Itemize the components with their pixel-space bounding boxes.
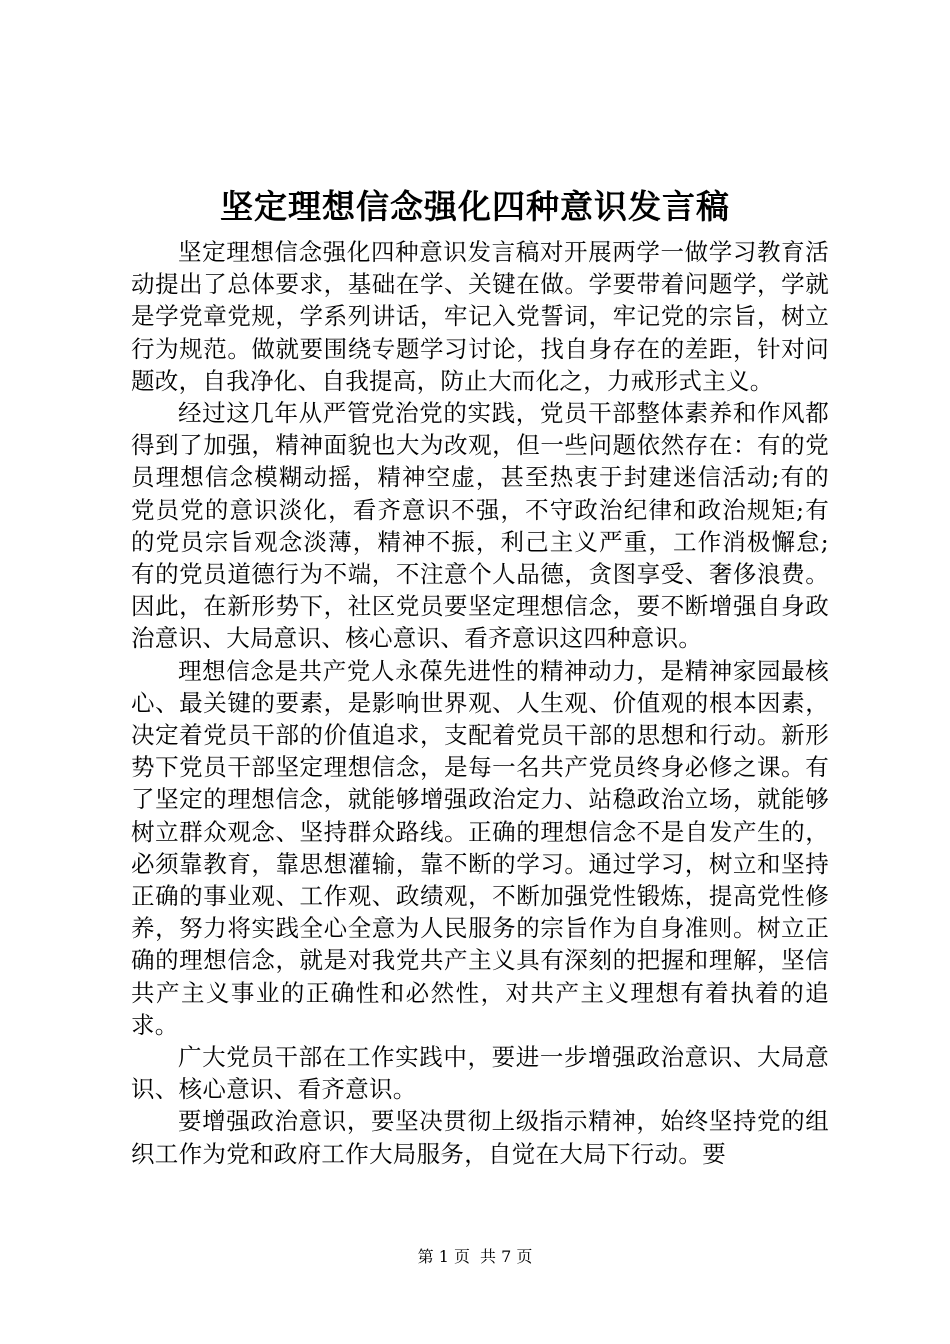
paragraph: 要增强政治意识，要坚决贯彻上级指示精神，始终坚持党的组织工作为党和政府工作大局服务，自觉在大局下行动。要: [131, 1107, 829, 1168]
document-body: [131, 236, 829, 1186]
page-total: 共 7 页: [480, 1247, 533, 1266]
paragraph: 坚定理想信念强化四种意识发言稿对开展两学一做学习教育活动提出了总体要求，基础在学、关键在做。学要带着问题学，学就是学党章党规，学系列讲话，牢记入党誓词，牢记党的宗旨，树立行为规范。做就要围绕专题学习讨论，找自身存在的差距，针对问题改，自我净化、自我提高，防止大而化之，力戒形式主义。: [131, 238, 829, 395]
paragraph: 广大党员干部在工作实践中，要进一步增强政治意识、大局意识、核心意识、看齐意识。: [131, 1043, 829, 1104]
paragraph: 理想信念是共产党人永葆先进性的精神动力，是精神家园最核心、最关键的要素，是影响世界观、人生观、价值观的根本因素，决定着党员干部的价值追求，支配着党员干部的思想和行动。新形势下党员干部坚定理想信念，是每一名共产党员终身必修之课。有了坚定的理想信念，就能够增强政治定力、站稳政治立场，就能够树立群众观念、坚持群众路线。正确的理想信念不是自发产生的，必须靠教育，靠思想灌输，靠不断的学习。通过学习，树立和坚持正确的事业观、工作观、政绩观，不断加强党性锻炼，提高党性修养，努力将实践全心全意为人民服务的宗旨作为自身准则。树立正确的理想信念，就是对我党共产主义具有深刻的把握和理解，坚信共产主义事业的正确性和必然性，对共产主义理想有着执着的追求。: [131, 656, 829, 1039]
page-number: 第 1 页: [417, 1247, 470, 1266]
document-title: 坚定理想信念强化四种意识发言稿: [220, 187, 730, 226]
paragraph: 经过这几年从严管党治党的实践，党员干部整体素养和作风都得到了加强，精神面貌也大为改观，但一些问题依然存在：有的党员理想信念模糊动摇，精神空虚，甚至热衷于封建迷信活动;有的党员党的意识淡化，看齐意识不强，不守政治纪律和政治规矩;有的党员宗旨观念淡薄，精神不振，利己主义严重，工作消极懈怠;有的党员道德行为不端，不注意个人品德，贪图享受、奢侈浪费。因此，在新形势下，社区党员要坚定理想信念，要不断增强自身政治意识、大局意识、核心意识、看齐意识这四种意识。: [131, 399, 829, 653]
page-footer: [0, 1246, 950, 1268]
